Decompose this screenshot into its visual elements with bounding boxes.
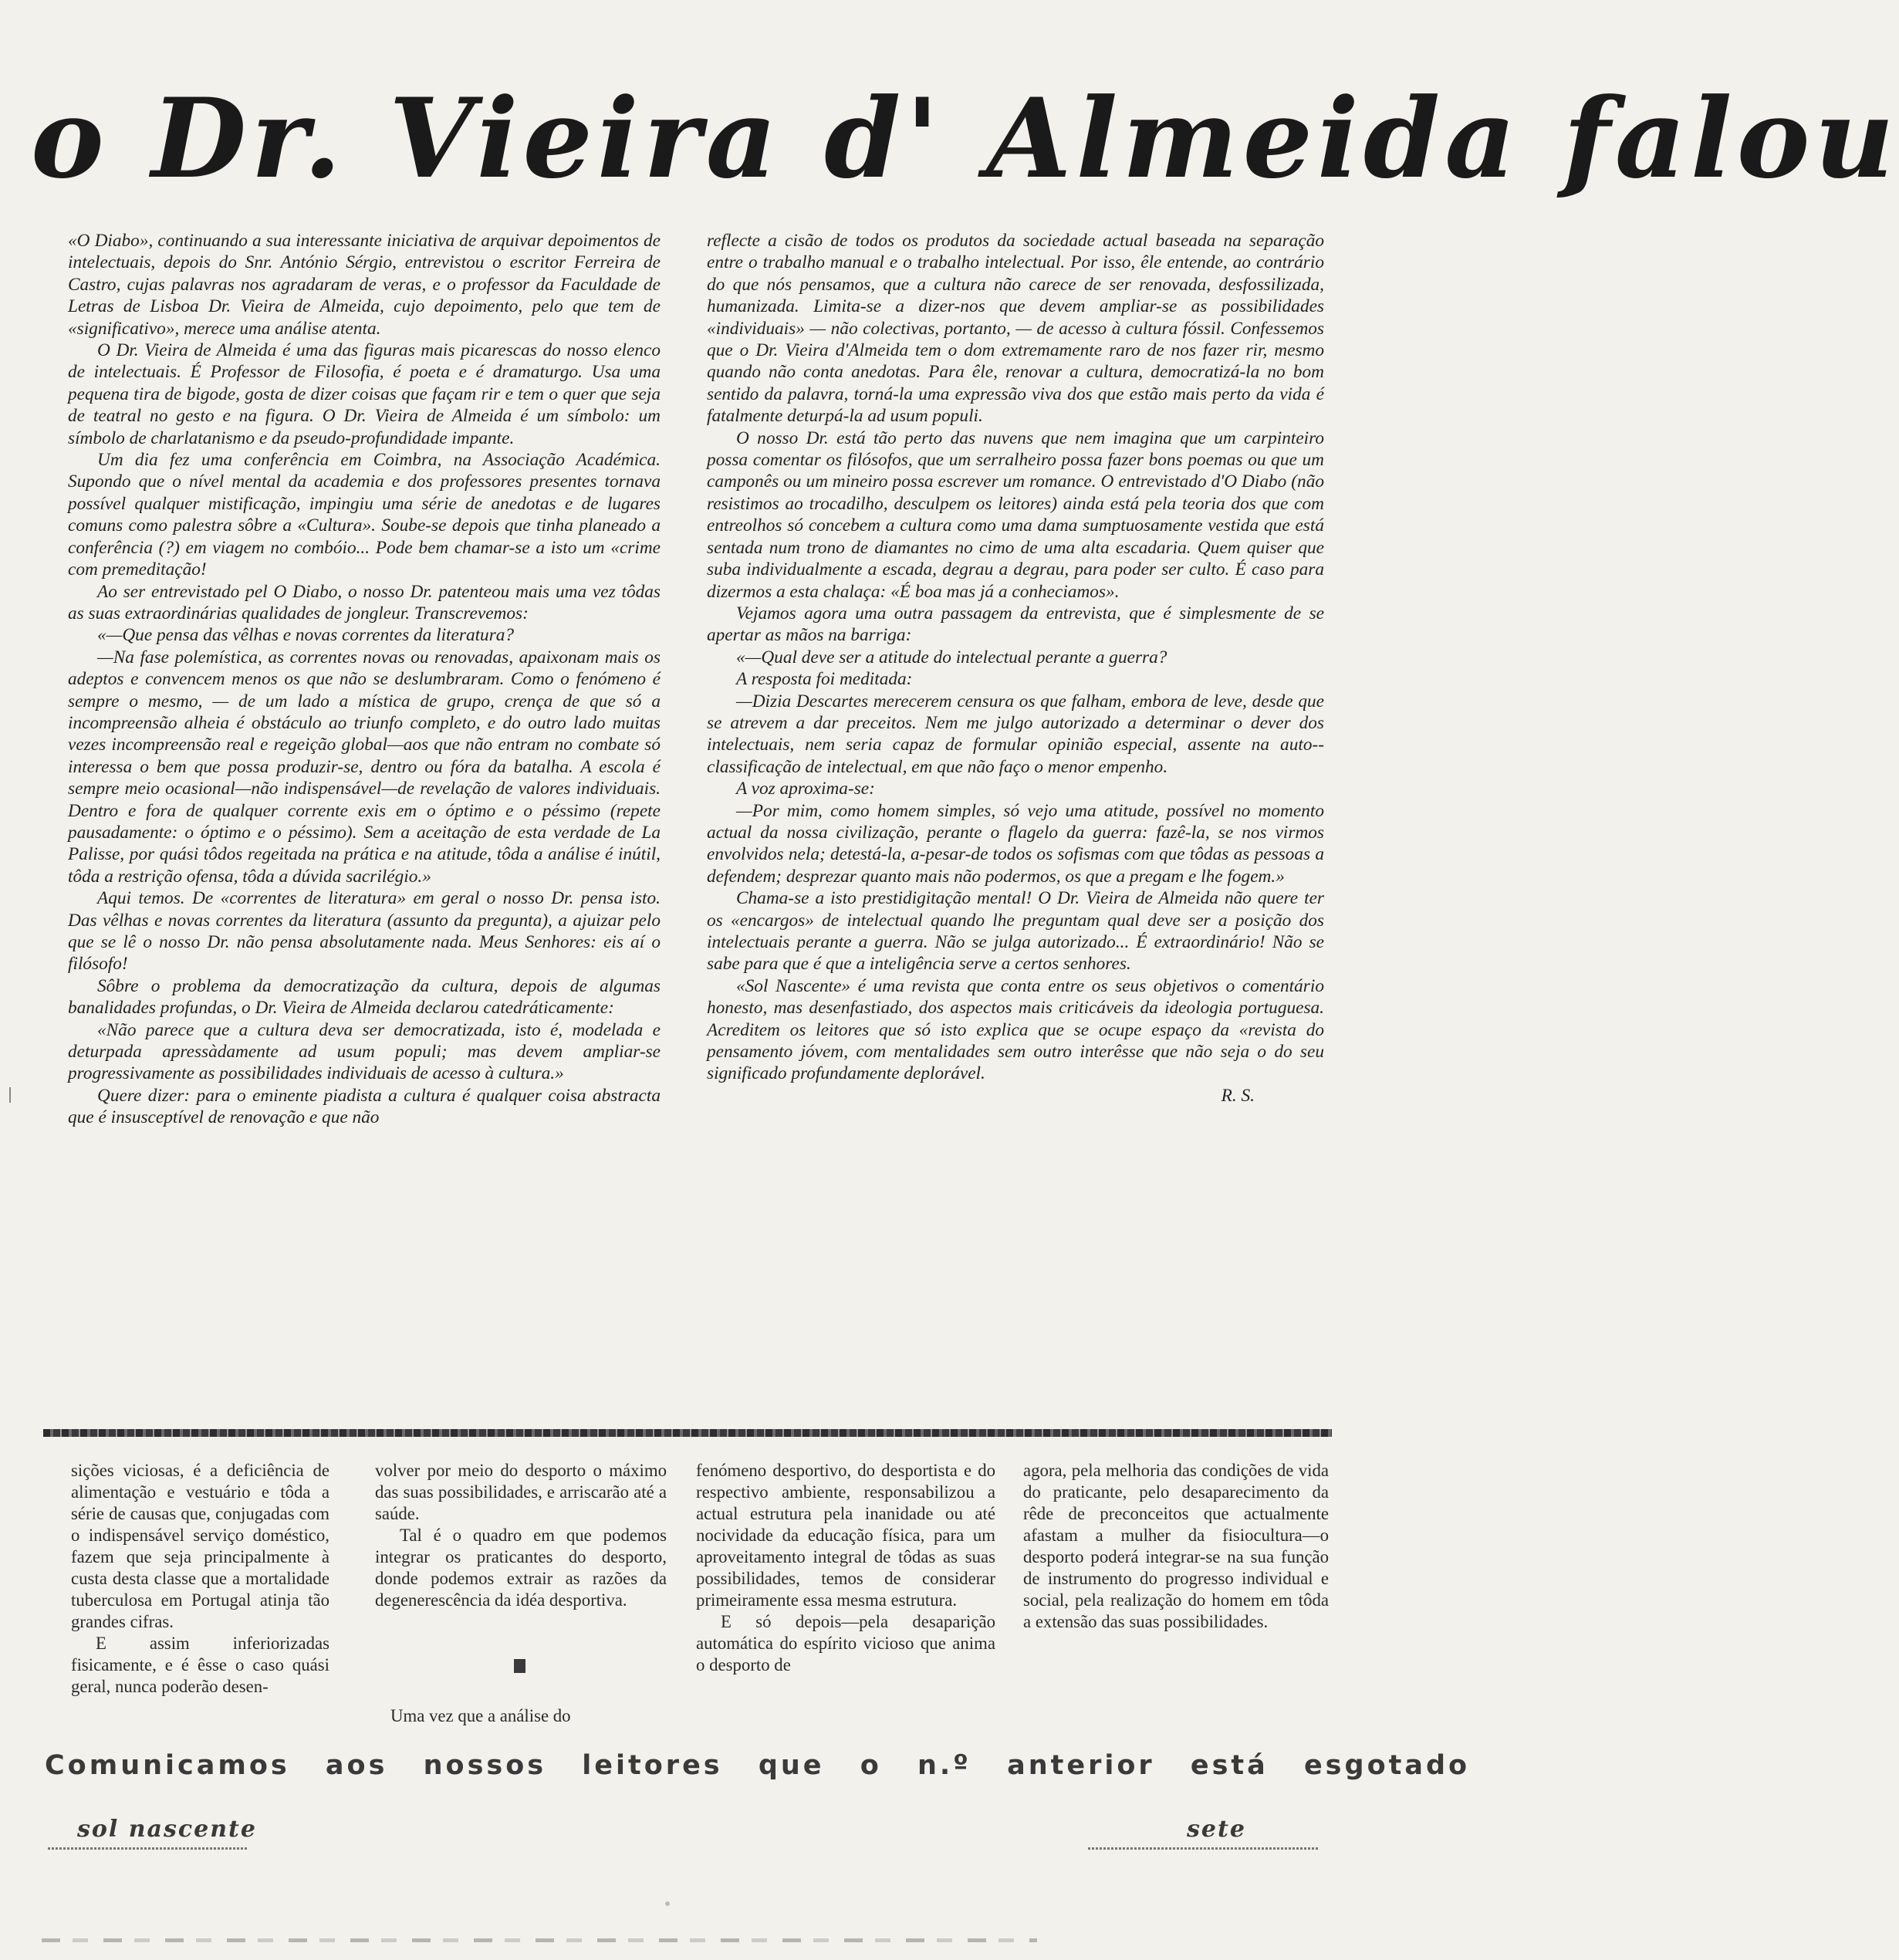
signature: R. S. [1221,1085,1255,1106]
bottom-bleed-strip [42,1938,1037,1942]
section-separator-mark [514,1659,525,1673]
paragraph: E só depois—pela desaparição automática do espírito vicioso que anima o desporto de [696,1612,995,1674]
paragraph: —Dizia Descartes merecerem censura os que falham, embora de leve, desde que se atrevem a dar preceitos. Nem me julgo autorizado a determinar o dever dos intelectuais, nem seria capaz de formular opinião especial, assente na auto--classificação de intelectual, em que não faço o menor empenho. [707,691,1324,777]
paragraph: Tal é o quadro em que podemos integrar os praticantes do desporto, donde podemos extrair as razões da degenerescência da idéa desportiva. [375,1526,667,1610]
paragraph: «O Diabo», continuando a sua interessante iniciativa de arquivar depoimentos de intelectuais, depois do Snr. António Sérgio, entrevistou o escritor Ferreira de Castro, cujas palavras nos agradaram de veras, e o professor da Faculdade de Letras de Lisboa Dr. Vieira de Almeida, cujo depoimento, pelo que tem de «significativo», merece uma análise atenta. [68,231,661,339]
paragraph: Uma vez que a análise do [390,1706,571,1725]
paragraph: —Na fase polemística, as correntes novas ou renovadas, apaixonam mais os adeptos e convencem menos os que não se deslumbraram. Como o fenómeno é sempre o mesmo, — de um lado a mística de grupo, crença de que só a incompreensão alheia é obstáculo ao triunfo completo, e do outro lado muitas vezes incompreensão real e regeição global—aos que não entram no combate só interessa o bem que possa produzir-se, dentro ou fóra da batalha. A escola é sempre meio ocasional—não indispensável—de revelação de valores individuais. Dentro e fora de qualquer corrente exis em o óptimo e o péssimo (repete pausadamente: o óptimo e o péssimo). Sem a aceitação de esta verdade de La Palisse, por quási tôdos regeitada na prática e na atitude, tôda a análise é inútil, tôda a restrição ofensa, tôda a dúvida sacrilégio.» [68,647,661,887]
paragraph: reflecte a cisão de todos os produtos da sociedade actual baseada na separação entre o trabalho manual e o trabalho intelectual. Por isso, êle entende, ao contrário do que nós pensamos, que a cultura não carece de ser renovada, desfossilizada, humanizada. Limita-se a dizer-nos que devem ampliar-se as possibilidades «individuais» — não colectivas, portanto, — de acesso à cultura fóssil. Confessemos que o Dr. Vieira d'Almeida tem o dom extremamente raro de nos fazer rir, mesmo quando não conta anedotas. Para êle, renovar a cultura, democratizá-la no bom sentido da palavra, torná-la uma expressão viva dos que estão mais perto da vida é fatalmente deturpá-la ad usum populi. [707,231,1324,427]
paragraph: Aqui temos. De «correntes de literatura» em geral o nosso Dr. pensa isto. Das vêlhas e novas correntes da literatura (assunto da pregunta), a ajuizar pelo que se lê o nosso Dr. não pensa absolutamente nada. Meus Senhores: eis aí o filósofo! [68,888,661,975]
paragraph: Sôbre o problema da democratização da cultura, depois de algumas banalidades profundas, o Dr. Vieira de Almeida declarou catedráticamente: [68,975,661,1019]
paragraph: Ao ser entrevistado pel O Diabo, o nosso Dr. patenteou mais uma vez tôdas as suas extraordinárias qualidades de jongleur. Transcrevemos: [68,581,661,623]
paragraph: «—Que pensa das vêlhas e novas correntes da literatura? [97,625,515,646]
continuation-column-2 [375,1460,667,1611]
article-left-column [68,230,661,1129]
footer-rule-left [48,1847,248,1850]
continuation-column-3 [696,1460,995,1676]
paragraph: «Não parece que a cultura deva ser democratizada, isto é, modelada e deturpada apressàdamente ad usum populi; mas devem ampliar-se progressivamente as possibilidades individuais de acesso à cultura.» [68,1019,661,1084]
paragraph: Um dia fez uma conferência em Coimbra, na Associação Académica. Supondo que o nível mental da academia e dos professores presentes tornava possível qualquer mistificação, impingiu uma série de anedotas e de lugares comuns como palestra sôbre a «Cultura». Soube-se depois que tinha planeado a conferência (?) em viagem no combóio... Pode bem chamar-se a isto um «crime com premeditação! [68,450,661,580]
paragraph: fenómeno desportivo, do desportista e do respectivo ambiente, responsabilizou a actual estrutura pela inanidade ou até nocividade da educação física, para um aproveitamento integral de tôdas as suas possibilidades, temos de considerar primeiramente essa mesma estrutura. [696,1461,995,1610]
paragraph: agora, pela melhoria das condições de vida do praticante, pelo desaparecimento da rêde de preconceitos que actualmente afastam a mulher da fisiocultura—o desporto poderá integrar-se na sua função de instrumento do progresso individual e social, pela realização do homem em tôda a extensão das suas possibilidades. [1023,1461,1329,1631]
paragraph: Vejamos agora uma outra passagem da entrevista, que é simplesmente de se apertar as mãos na barriga: [707,603,1324,646]
publication-name: sol nascente [77,1816,257,1843]
continuation-column-4 [1023,1460,1329,1633]
paragraph: volver por meio do desporto o máximo das suas possibilidades, e arriscarão até a saúde. [375,1461,667,1523]
section-divider [43,1429,1332,1437]
paragraph: «Sol Nascente» é uma revista que conta entre os seus objetivos o comentário honesto, mas desenfastiado, dos aspectos mais criticáveis da ideologia portuguesa. Acreditem os leitores que só isto explica que se ocupe espaço da «revista do pensamento jóvem, com mentalidades sem outro interêsse que não seja o do seu significado profundamente deplorável. [707,975,1324,1084]
paragraph: E assim inferiorizadas fisicamente, e é êsse o caso quási geral, nunca poderão desen- [71,1634,329,1696]
paragraph: Quere dizer: para o eminente piadista a cultura é qualquer coisa abstracta que é insusceptível de renovação e que não [68,1085,661,1128]
paragraph: O nosso Dr. está tão perto das nuvens que nem imagina que um carpinteiro possa comentar os filósofos, que um serralheiro possa fazer bons poemas ou que um camponês ou um mineiro possa escrever um romance. O entrevistado d'O Diabo (não resistimos ao trocadilho, desculpem os leitores) ainda está pela teoria dos que com entreolhos só concebem a cultura como uma dama sumptuosamente vestida que está sentada num trono de diamantes no cimo de uma alta escadaria. Quem quiser que suba individualmente a escada, degrau a degrau, para poder ser culto. É caso para dizermos a esta chalaça: «É boa mas já a conheciamos». [707,427,1324,602]
paragraph: Chama-se a isto prestidigitação mental! O Dr. Vieira de Almeida não quere ter os «encargos» de intelectual quando lhe preguntam qual deve ser a posição dos intelectuais perante a guerra. Não se julga autorizado... É extraordinário! Não se sabe para que é que a inteligência serve a certos senhores. [707,888,1324,975]
paragraph: A resposta foi meditada: [736,669,913,690]
footer-rule-right [1088,1847,1320,1850]
paragraph: A voz aproxima-se: [736,779,875,799]
paragraph: —Por mim, como homem simples, só vejo uma atitude, possível no momento actual da nossa civilização, perante o flagelo da guerra: fazê-la, se nos virmos envolvidos nela; detestá-la, a-pesar-de todos os sofismas com que tôdas as pessoas a defendem; desprezar quanto mais não podermos, os que a pregam e lhe fogem.» [707,800,1324,887]
continuation-column-1 [71,1460,329,1698]
paragraph: sições viciosas, é a deficiência de alimentação e vestuário e tôda a série de causas que, conjugadas com o indispensável serviço doméstico, fazem que seja principalmente à custa desta classe que a mortalidade tuberculosa em Portugal atinja tão grandes cifras. [71,1461,329,1631]
notice-banner: Comunicamos aos nossos leitores que o n.º anterior está esgotado [45,1750,1471,1781]
article-right-column [707,230,1324,1107]
page-number: sete [1187,1816,1246,1843]
paragraph: O Dr. Vieira de Almeida é uma das figuras mais picarescas do nosso elenco de intelectuais. É Professor de Filosofia, é poeta e é dramaturgo. Usa uma pequena tira de bigode, gosta de dizer coisas que façam rir e tem o quer que seja de teatral no gesto e na figura. O Dr. Vieira de Almeida é um símbolo: um símbolo de charlatanismo e da pseudo-profundidade impante. [68,340,661,448]
margin-mark [9,1087,15,1103]
headline: o Dr. Vieira d' Almeida falou [31,75,1899,203]
paragraph: «—Qual deve ser a atitude do intelectual perante a guerra? [736,647,1167,667]
print-speck [665,1901,670,1906]
